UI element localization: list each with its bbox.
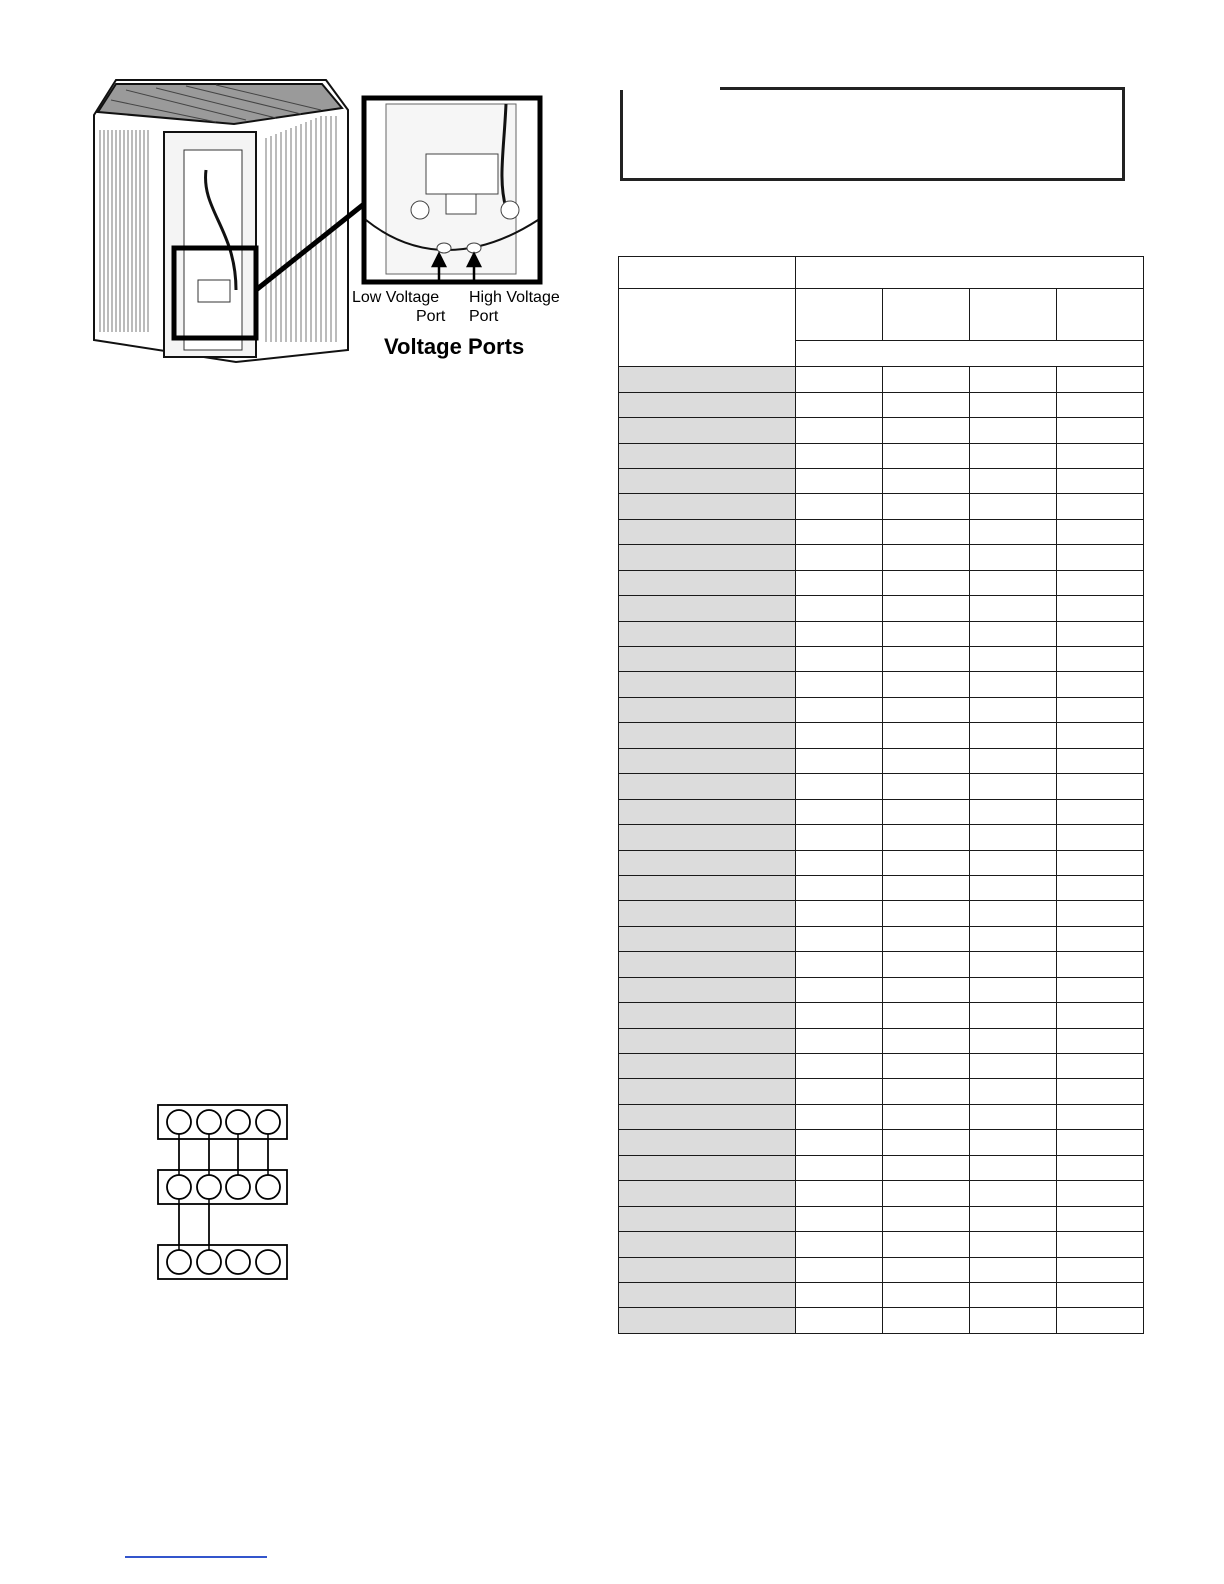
table-cell — [883, 468, 970, 493]
table-cell — [970, 1104, 1057, 1129]
table-cell — [970, 494, 1057, 519]
table-cell — [970, 799, 1057, 824]
table-cell — [970, 1155, 1057, 1180]
table-cell — [883, 723, 970, 748]
table-cell — [1057, 977, 1144, 1002]
table-row-label — [619, 1054, 796, 1079]
table-cell — [796, 647, 883, 672]
table-row-label — [619, 545, 796, 570]
table-cell — [970, 570, 1057, 595]
table-cell — [970, 1028, 1057, 1053]
table-cell — [1057, 545, 1144, 570]
table-row-label — [619, 596, 796, 621]
table-cell — [970, 1308, 1057, 1334]
table-row — [619, 418, 1144, 443]
table-cell — [1057, 723, 1144, 748]
table-row-label — [619, 697, 796, 722]
voltage-ports-caption: Voltage Ports — [384, 334, 525, 359]
table-cell — [1057, 596, 1144, 621]
table-cell — [796, 748, 883, 773]
table-row-label — [619, 1003, 796, 1028]
table-row-label — [619, 519, 796, 544]
table-row — [619, 977, 1144, 1002]
table-cell — [970, 468, 1057, 493]
table-cell — [970, 519, 1057, 544]
table-cell — [883, 418, 970, 443]
table-cell — [970, 952, 1057, 977]
table-cell — [970, 596, 1057, 621]
table-row — [619, 697, 1144, 722]
table-cell — [1057, 443, 1144, 468]
table-row-label — [619, 1308, 796, 1334]
table-row — [619, 570, 1144, 595]
table-cell — [883, 494, 970, 519]
table-units-cell — [796, 341, 1144, 367]
table-row — [619, 1054, 1144, 1079]
connector-pin — [256, 1250, 280, 1274]
connector-pin — [256, 1175, 280, 1199]
table-cell — [796, 1155, 883, 1180]
connector-pin — [197, 1110, 221, 1134]
table-cell — [796, 825, 883, 850]
connector-pin — [167, 1110, 191, 1134]
table-row — [619, 647, 1144, 672]
table-cell — [883, 570, 970, 595]
table-cell — [970, 977, 1057, 1002]
table-cell — [796, 723, 883, 748]
table-cell — [796, 952, 883, 977]
table-cell — [883, 1232, 970, 1257]
table-column-header — [970, 289, 1057, 341]
table-column-header — [1057, 289, 1144, 341]
table-cell — [883, 443, 970, 468]
table-cell — [796, 1282, 883, 1307]
table-cell — [796, 1232, 883, 1257]
table-row-label — [619, 1257, 796, 1282]
table-cell — [1057, 825, 1144, 850]
table-cell — [883, 875, 970, 900]
table-cell — [883, 1079, 970, 1104]
table-cell — [796, 519, 883, 544]
table-cell — [883, 672, 970, 697]
table-row — [619, 519, 1144, 544]
table-cell — [796, 596, 883, 621]
table-cell — [1057, 672, 1144, 697]
table-row — [619, 468, 1144, 493]
table-row-label — [619, 799, 796, 824]
table-cell — [1057, 901, 1144, 926]
table-header-row — [619, 289, 1144, 341]
table-cell — [1057, 1079, 1144, 1104]
table-cell — [796, 926, 883, 951]
notice-box-tab — [620, 84, 720, 90]
table-cell — [970, 443, 1057, 468]
table-cell — [883, 977, 970, 1002]
table-cell — [1057, 799, 1144, 824]
table-row-label — [619, 1232, 796, 1257]
table-cell — [883, 774, 970, 799]
table-cell — [1057, 647, 1144, 672]
table-row — [619, 1028, 1144, 1053]
table-cell — [1057, 952, 1144, 977]
table-cell — [970, 1054, 1057, 1079]
table-cell — [883, 1130, 970, 1155]
table-row — [619, 1282, 1144, 1307]
table-cell — [883, 697, 970, 722]
table-cell — [796, 468, 883, 493]
table-cell — [1057, 519, 1144, 544]
table-cell — [970, 418, 1057, 443]
table-row-label — [619, 494, 796, 519]
table-cell — [883, 1003, 970, 1028]
table-cell — [883, 1206, 970, 1231]
table-cell — [883, 596, 970, 621]
connector-pin — [167, 1250, 191, 1274]
table-cell — [883, 952, 970, 977]
table-cell — [796, 697, 883, 722]
table-row — [619, 1155, 1144, 1180]
table-cell — [796, 774, 883, 799]
connector-pin — [167, 1175, 191, 1199]
table-cell — [1057, 1003, 1144, 1028]
table-cell — [1057, 748, 1144, 773]
table-row — [619, 621, 1144, 646]
table-cell — [970, 1206, 1057, 1231]
table-row-label — [619, 1282, 796, 1307]
table-cell — [1057, 850, 1144, 875]
table-cell — [883, 545, 970, 570]
table-row — [619, 367, 1144, 392]
table-row-label — [619, 367, 796, 392]
table-cell — [970, 1003, 1057, 1028]
table-cell — [796, 1130, 883, 1155]
table-row-label — [619, 621, 796, 646]
table-cell — [796, 1028, 883, 1053]
table-row-header-label — [619, 289, 796, 367]
table-cell — [970, 850, 1057, 875]
table-row-label — [619, 774, 796, 799]
table-row — [619, 901, 1144, 926]
table-cell — [883, 926, 970, 951]
table-cell — [1057, 494, 1144, 519]
table-row-label — [619, 977, 796, 1002]
table-row — [619, 672, 1144, 697]
table-row — [619, 392, 1144, 417]
table-row-label — [619, 1104, 796, 1129]
table-cell — [796, 672, 883, 697]
table-cell — [970, 392, 1057, 417]
table-cell — [796, 799, 883, 824]
table-row — [619, 774, 1144, 799]
table-cell — [1057, 774, 1144, 799]
table-row — [619, 1257, 1144, 1282]
table-title-row — [619, 257, 1144, 289]
table-cell — [796, 1054, 883, 1079]
table-row — [619, 799, 1144, 824]
table-cell — [970, 825, 1057, 850]
table-row — [619, 1181, 1144, 1206]
table-cell — [883, 825, 970, 850]
table-cell — [883, 519, 970, 544]
table-cell — [970, 621, 1057, 646]
table-cell — [1057, 1054, 1144, 1079]
footer-link[interactable] — [125, 1556, 267, 1558]
table-cell — [970, 367, 1057, 392]
table-cell — [1057, 1282, 1144, 1307]
table-cell — [883, 367, 970, 392]
table-row — [619, 926, 1144, 951]
table-cell — [883, 1155, 970, 1180]
table-row — [619, 1130, 1144, 1155]
table-row-label — [619, 672, 796, 697]
table-row-label — [619, 443, 796, 468]
table-cell — [1057, 1232, 1144, 1257]
table-cell — [796, 850, 883, 875]
table-cell — [796, 367, 883, 392]
table-cell — [796, 1308, 883, 1334]
table-cell — [883, 1282, 970, 1307]
connector-pin — [197, 1175, 221, 1199]
table-cell — [883, 1054, 970, 1079]
table-cell — [796, 1104, 883, 1129]
table-row — [619, 1232, 1144, 1257]
table-cell — [970, 697, 1057, 722]
table-row — [619, 494, 1144, 519]
table-column-header — [796, 289, 883, 341]
table-cell — [883, 647, 970, 672]
table-row — [619, 875, 1144, 900]
plug-pin-diagram — [150, 1098, 300, 1288]
outdoor-unit-illustration — [86, 70, 576, 370]
table-cell — [970, 875, 1057, 900]
table-cell — [1057, 418, 1144, 443]
table-row — [619, 748, 1144, 773]
table-row — [619, 545, 1144, 570]
table-row — [619, 850, 1144, 875]
table-cell — [1057, 1257, 1144, 1282]
table-cell — [883, 1104, 970, 1129]
connector-pin — [226, 1175, 250, 1199]
table-cell — [970, 1181, 1057, 1206]
specification-table — [618, 256, 1144, 1334]
table-row-label — [619, 418, 796, 443]
table-cell — [1057, 1104, 1144, 1129]
table-row-label — [619, 850, 796, 875]
table-cell — [1057, 1130, 1144, 1155]
table-row-label — [619, 1155, 796, 1180]
table-row-label — [619, 468, 796, 493]
table-cell — [796, 1079, 883, 1104]
table-cell — [796, 570, 883, 595]
table-row-label — [619, 392, 796, 417]
table-row-label — [619, 1181, 796, 1206]
table-row — [619, 1206, 1144, 1231]
table-cell — [1057, 697, 1144, 722]
table-row — [619, 825, 1144, 850]
table-row — [619, 723, 1144, 748]
table-cell — [796, 1003, 883, 1028]
low-voltage-port-label: Port — [416, 308, 446, 325]
table-cell — [796, 1181, 883, 1206]
table-row — [619, 443, 1144, 468]
table-cell — [883, 1308, 970, 1334]
table-cell — [796, 977, 883, 1002]
table-cell — [1057, 1206, 1144, 1231]
table-cell — [970, 1232, 1057, 1257]
table-row-label — [619, 748, 796, 773]
table-row-label — [619, 570, 796, 595]
table-cell — [796, 392, 883, 417]
table-cell — [1057, 392, 1144, 417]
table-cell — [1057, 570, 1144, 595]
connector-pin — [256, 1110, 280, 1134]
table-cell — [970, 1079, 1057, 1104]
connector-pin — [226, 1110, 250, 1134]
table-row-label — [619, 647, 796, 672]
table-row-label — [619, 825, 796, 850]
table-cell — [796, 621, 883, 646]
table-cell — [796, 418, 883, 443]
table-group-header — [796, 257, 1144, 289]
table-row-label — [619, 1028, 796, 1053]
table-row — [619, 1104, 1144, 1129]
table-column-header — [883, 289, 970, 341]
table-cell — [970, 672, 1057, 697]
table-row — [619, 1079, 1144, 1104]
low-voltage-label: Low Voltage — [352, 289, 440, 306]
table-cell — [970, 1282, 1057, 1307]
table-cell — [970, 1130, 1057, 1155]
table-row-label — [619, 901, 796, 926]
connector-pin — [226, 1250, 250, 1274]
table-cell — [1057, 926, 1144, 951]
table-corner-cell — [619, 257, 796, 289]
connector-pin — [197, 1250, 221, 1274]
table-cell — [883, 621, 970, 646]
table-cell — [883, 748, 970, 773]
table-row-label — [619, 1079, 796, 1104]
table-cell — [883, 392, 970, 417]
table-cell — [1057, 875, 1144, 900]
table-row-label — [619, 926, 796, 951]
table-cell — [796, 494, 883, 519]
table-cell — [1057, 1308, 1144, 1334]
table-cell — [970, 545, 1057, 570]
table-cell — [1057, 621, 1144, 646]
table-cell — [1057, 1181, 1144, 1206]
table-cell — [796, 545, 883, 570]
table-row — [619, 596, 1144, 621]
high-voltage-port-label: Port — [469, 308, 499, 325]
table-cell — [1057, 1028, 1144, 1053]
table-cell — [796, 443, 883, 468]
table-cell — [883, 901, 970, 926]
table-cell — [883, 1181, 970, 1206]
table-cell — [796, 1206, 883, 1231]
table-cell — [970, 647, 1057, 672]
table-row-label — [619, 1130, 796, 1155]
table-cell — [796, 875, 883, 900]
table-row-label — [619, 952, 796, 977]
table-cell — [1057, 367, 1144, 392]
notice-box — [620, 87, 1125, 181]
table-cell — [970, 1257, 1057, 1282]
table-row-label — [619, 875, 796, 900]
table-cell — [796, 901, 883, 926]
table-cell — [970, 774, 1057, 799]
table-cell — [883, 1028, 970, 1053]
table-row — [619, 1003, 1144, 1028]
table-row-label — [619, 723, 796, 748]
table-cell — [970, 723, 1057, 748]
table-row — [619, 952, 1144, 977]
table-row-label — [619, 1206, 796, 1231]
table-cell — [883, 1257, 970, 1282]
table-cell — [970, 748, 1057, 773]
table-cell — [883, 799, 970, 824]
high-voltage-label: High Voltage — [469, 289, 560, 306]
table-cell — [970, 926, 1057, 951]
table-row — [619, 1308, 1144, 1334]
table-cell — [970, 901, 1057, 926]
table-cell — [1057, 468, 1144, 493]
table-cell — [796, 1257, 883, 1282]
table-cell — [883, 850, 970, 875]
table-cell — [1057, 1155, 1144, 1180]
